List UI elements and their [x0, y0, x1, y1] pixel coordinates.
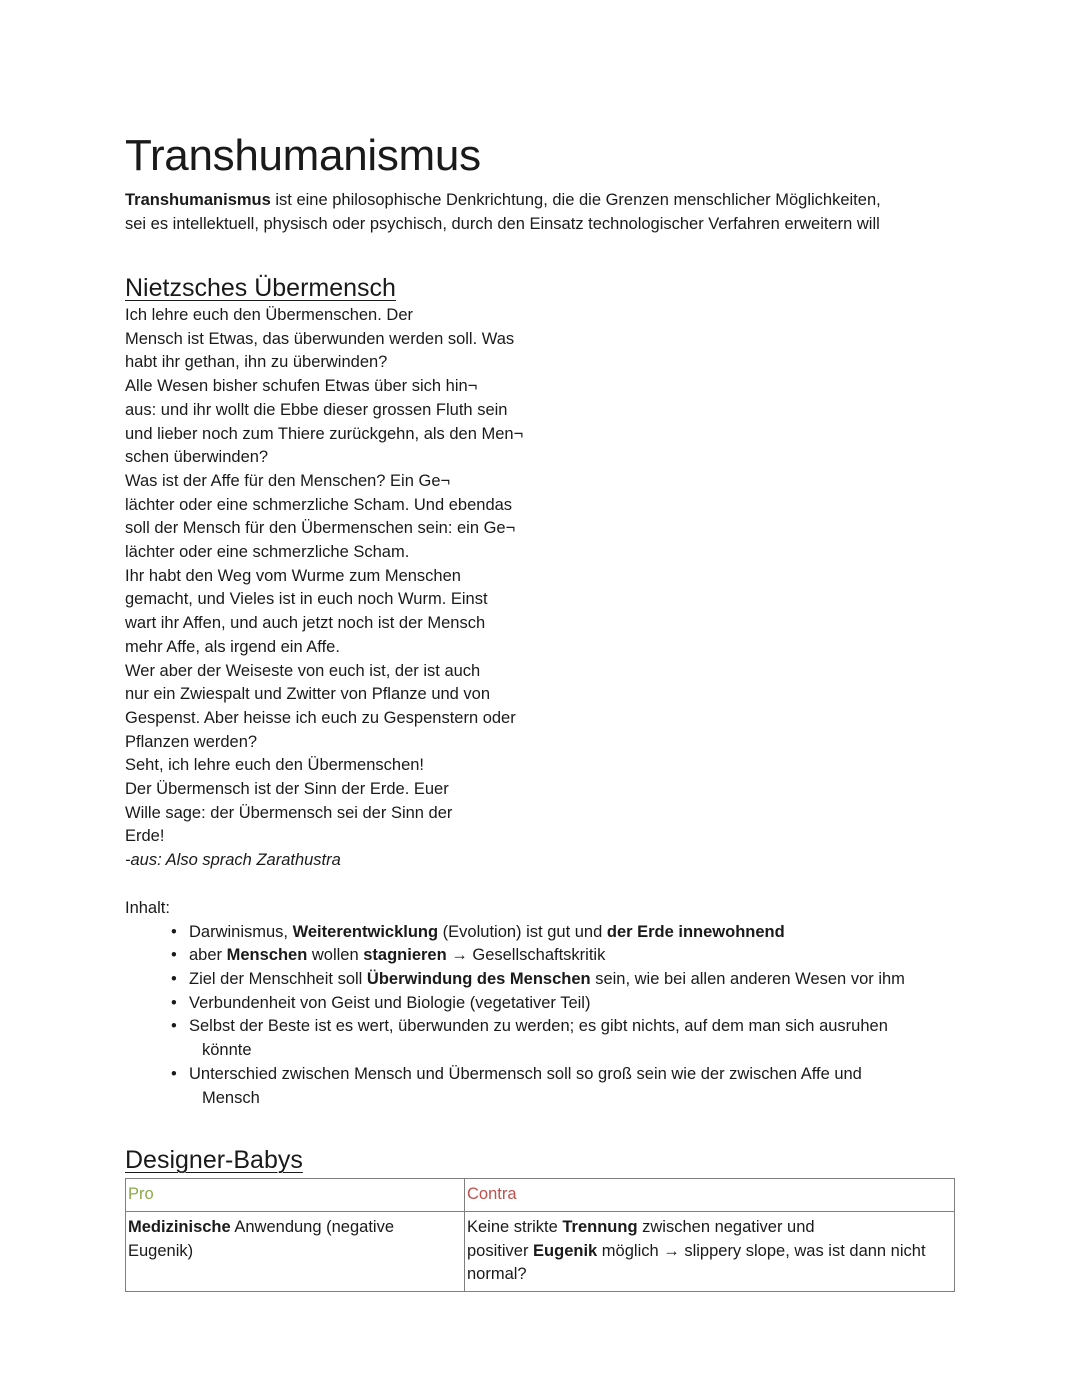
quote-line: Mensch ist Etwas, das überwunden werden soll. Was	[125, 329, 515, 348]
inhalt-list	[125, 921, 955, 1111]
quote-line: Der Übermensch ist der Sinn der Erde. Euer	[125, 780, 449, 799]
list-item: • Selbst der Beste ist es wert, überwunden zu werden; es gibt nichts, auf dem man sich ausruhen könnte	[171, 1015, 955, 1062]
quote-line: Gespenst. Aber heisse ich euch zu Gespenstern oder	[125, 708, 516, 727]
quote-line: Ihr habt den Weg vom Wurme zum Menschen	[125, 566, 461, 585]
designer-heading: Designer-Babys	[125, 1146, 303, 1175]
list-item: • Ziel der Menschheit soll Überwindung des Menschen sein, wie bei allen anderen Wesen vor ihm	[171, 968, 955, 992]
contra-header: Contra	[465, 1179, 955, 1212]
pro-cell: Medizinische Anwendung (negative Eugenik)	[126, 1211, 465, 1291]
table-row	[126, 1211, 955, 1291]
quote-line: und lieber noch zum Thiere zurückgehn, als den Men¬	[125, 424, 524, 443]
quote-line: Alle Wesen bisher schufen Etwas über sich hin¬	[125, 377, 478, 396]
list-item: • Darwinismus, Weiterentwicklung (Evolution) ist gut und der Erde innewohnend	[171, 921, 955, 945]
quote-line: mehr Affe, als irgend ein Affe.	[125, 637, 340, 656]
quote-line: nur ein Zwiespalt und Zwitter von Pflanze und von	[125, 685, 491, 704]
quote-line: gemacht, und Vieles ist in euch noch Wurm. Einst	[125, 590, 488, 609]
quote-line: aus: und ihr wollt die Ebbe dieser grossen Fluth sein	[125, 400, 508, 419]
quote-line: Pflanzen werden?	[125, 732, 258, 751]
quote-line: lächter oder eine schmerzliche Scham. Und ebendas	[125, 495, 513, 514]
document-title: Transhumanismus	[125, 131, 481, 180]
quote-line: soll der Mensch für den Übermenschen sein: ein Ge¬	[125, 519, 516, 538]
document-page	[125, 128, 955, 1292]
list-item: • aber Menschen wollen stagnieren → Gesellschaftskritik	[171, 944, 955, 968]
inhalt-label: Inhalt:	[125, 898, 170, 917]
contra-cell: Keine strikte Trennung zwischen negativer und positiver Eugenik möglich → slippery slope, was ist dann nicht normal?	[465, 1211, 955, 1291]
intro-text-1: ist eine philosophische Denkrichtung, die die Grenzen menschlicher Möglichkeiten,	[270, 191, 881, 209]
quote-line: Wille sage: der Übermensch sei der Sinn der	[125, 803, 453, 822]
pro-contra-table	[125, 1178, 955, 1292]
quote-line: schen überwinden?	[125, 448, 269, 467]
quote-line: Erde!	[125, 827, 165, 846]
quote-line: Was ist der Affe für den Menschen? Ein Ge¬	[125, 471, 451, 490]
quote-line: Ich lehre euch den Übermenschen. Der	[125, 306, 413, 324]
intro-paragraph	[125, 188, 955, 236]
quote-line: habt ihr gethan, ihn zu überwinden?	[125, 353, 388, 372]
nietzsche-heading: Nietzsches Übermensch	[125, 274, 396, 302]
list-item: • Verbundenheit von Geist und Biologie (vegetativer Teil)	[171, 992, 955, 1016]
list-item: • Unterschied zwischen Mensch und Übermensch soll so groß sein wie der zwischen Affe und Mensch	[171, 1063, 955, 1110]
quote-line: Seht, ich lehre euch den Übermenschen!	[125, 756, 425, 775]
table-header-row	[126, 1179, 955, 1212]
quote-line: lächter oder eine schmerzliche Scham.	[125, 543, 410, 562]
quote-line: wart ihr Affen, und auch jetzt noch ist der Mensch	[125, 614, 486, 633]
quote-line: Wer aber der Weiseste von euch ist, der ist auch	[125, 661, 481, 680]
quote-source: -aus: Also sprach Zarathustra	[125, 851, 341, 870]
pro-header: Pro	[126, 1179, 465, 1212]
zarathustra-quote	[125, 304, 955, 873]
intro-term: Transhumanismus	[125, 191, 271, 209]
intro-text-2: sei es intellektuell, physisch oder psychisch, durch den Einsatz technologischer Verfahren erweitern will	[125, 215, 880, 233]
